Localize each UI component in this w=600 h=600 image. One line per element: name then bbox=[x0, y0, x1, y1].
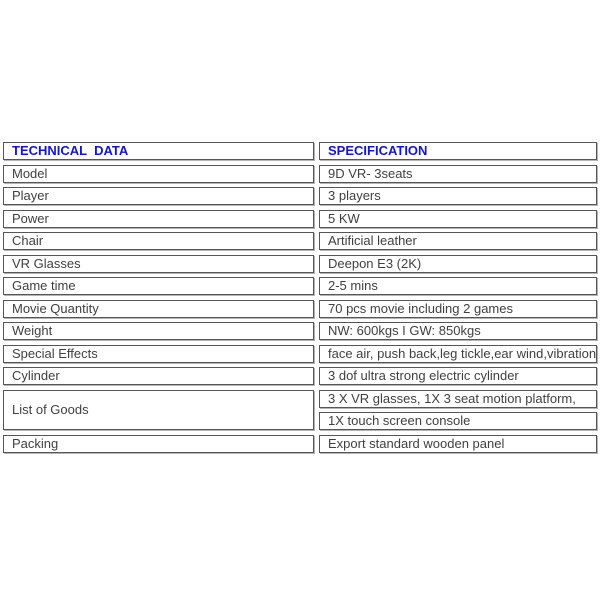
row-model-key: Model bbox=[3, 165, 314, 183]
column-header-specification: SPECIFICATION bbox=[319, 142, 597, 160]
row-weight-value: NW: 600kgs I GW: 850kgs bbox=[319, 322, 597, 340]
row-power-value: 5 KW bbox=[319, 210, 597, 228]
column-header-technical-data: TECHNICAL DATA bbox=[3, 142, 314, 160]
row-list-of-goods-value-1: 3 X VR glasses, 1X 3 seat motion platform, bbox=[319, 390, 597, 408]
row-player-value: 3 players bbox=[319, 187, 597, 205]
row-chair-key: Chair bbox=[3, 232, 314, 250]
row-movie-quantity-key: Movie Quantity bbox=[3, 300, 314, 318]
row-game-time-key: Game time bbox=[3, 277, 314, 295]
spec-table bbox=[3, 142, 597, 453]
row-list-of-goods-key: List of Goods bbox=[3, 390, 314, 431]
row-special-effects-key: Special Effects bbox=[3, 345, 314, 363]
row-player-key: Player bbox=[3, 187, 314, 205]
row-chair-value: Artificial leather bbox=[319, 232, 597, 250]
row-weight-key: Weight bbox=[3, 322, 314, 340]
row-packing-value: Export standard wooden panel bbox=[319, 435, 597, 453]
row-vr-glasses-value: Deepon E3 (2K) bbox=[319, 255, 597, 273]
row-movie-quantity-value: 70 pcs movie including 2 games bbox=[319, 300, 597, 318]
row-cylinder-key: Cylinder bbox=[3, 367, 314, 385]
row-cylinder-value: 3 dof ultra strong electric cylinder bbox=[319, 367, 597, 385]
row-packing-key: Packing bbox=[3, 435, 314, 453]
row-model-value: 9D VR- 3seats bbox=[319, 165, 597, 183]
row-special-effects-value: face air, push back,leg tickle,ear wind,vibration bbox=[319, 345, 597, 363]
row-game-time-value: 2-5 mins bbox=[319, 277, 597, 295]
row-list-of-goods-value-2: 1X touch screen console bbox=[319, 412, 597, 430]
row-vr-glasses-key: VR Glasses bbox=[3, 255, 314, 273]
row-power-key: Power bbox=[3, 210, 314, 228]
